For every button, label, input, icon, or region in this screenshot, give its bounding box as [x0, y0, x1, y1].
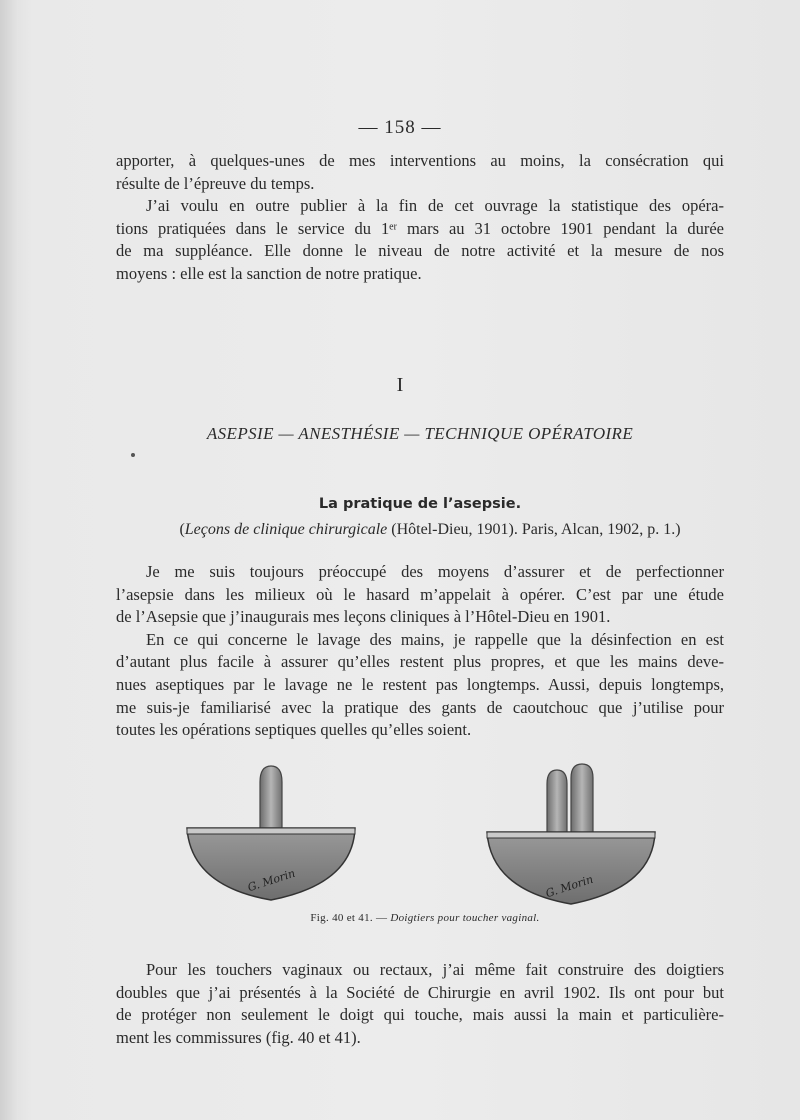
page-gutter-shadow — [0, 0, 18, 1120]
intro-paragraph — [116, 150, 724, 286]
text-line: me suis-je familiarisé avec la pratique des gants de caoutchouc que j’utilise pour — [116, 697, 724, 717]
signature-right: G. Morin — [544, 872, 595, 901]
source-details: (Hôtel-Dieu, 1901). Paris, Alcan, 1902, p. 1.) — [387, 521, 681, 538]
text-line: Je me suis toujours préoccupé des moyens d’assurer et de perfectionner — [146, 562, 724, 581]
finger-cots-illustration — [185, 762, 665, 912]
caption-text: Doigtiers pour toucher vaginal. — [390, 912, 540, 924]
source-open: ( — [179, 521, 185, 538]
article-heading: La pratique de l’asepsie. — [318, 496, 522, 512]
text-line: de protéger non seulement le doigt qui touche, mais aussi la main et particulière- — [116, 1005, 724, 1025]
text-line: doubles que j’ai présentés à la Société de Chirurgie en avril 1902. Ils ont pour but — [116, 982, 724, 1002]
section-number: I — [396, 374, 404, 396]
text-line: d’autant plus facile à assurer qu’elles restent plus propres, et que les mains deve- — [116, 652, 724, 672]
text-line: nues aseptiques par le lavage ne le restent pas longtemps. Aussi, depuis longtemps, — [116, 674, 724, 694]
figure-caption — [150, 912, 700, 924]
text-line: résulte de l’épreuve du temps. — [116, 173, 315, 193]
body-paragraph-1 — [116, 561, 724, 742]
print-speck — [131, 453, 135, 457]
text-line: ment les commissures (fig. 40 et 41). — [116, 1027, 361, 1047]
text-line: J’ai voulu en outre publier à la fin de cet ouvrage la statistique des opéra- — [146, 196, 724, 216]
text-line: moyens : elle est la sanction de notre pratique. — [116, 263, 422, 283]
single-finger-cot-icon — [187, 766, 355, 900]
text-line: Pour les touchers vaginaux ou rectaux, j’ai même fait construire des doigtiers — [146, 960, 724, 979]
text-line: tions pratiquées dans le service du 1ᵉʳ mars au 31 octobre 1901 pendant la durée — [116, 218, 724, 238]
text-line: de ma suppléance. Elle donne le niveau de notre activité et la mesure de nos — [116, 241, 724, 261]
caption-label: Fig. 40 et 41. — — [310, 912, 391, 924]
figure-40-41 — [185, 762, 665, 912]
double-finger-cot-icon — [487, 764, 655, 904]
text-line: de l’Asepsie que j’inaugurais mes leçons cliniques à l’Hôtel-Dieu en 1901. — [116, 607, 611, 627]
text-line: toutes les opérations septiques quelles qu’elles soient. — [116, 720, 472, 740]
article-source — [120, 521, 740, 539]
text-line: En ce qui concerne le lavage des mains, je rappelle que la désinfection en est — [146, 629, 724, 649]
body-paragraph-2 — [116, 959, 724, 1049]
text-line: apporter, à quelques-unes de mes interventions au moins, la consécration qui — [116, 151, 724, 170]
text-line: l’asepsie dans les milieux où le hasard m’appelait à opérer. C’est par une étude — [116, 584, 724, 604]
source-title: Leçons de clinique chirurgicale — [184, 521, 388, 538]
signature-left: G. Morin — [246, 866, 297, 895]
section-title: ASEPSIE — ANESTHÉSIE — TECHNIQUE OPÉRATOIRE — [206, 424, 634, 443]
page-number: — 158 — — [358, 117, 442, 138]
